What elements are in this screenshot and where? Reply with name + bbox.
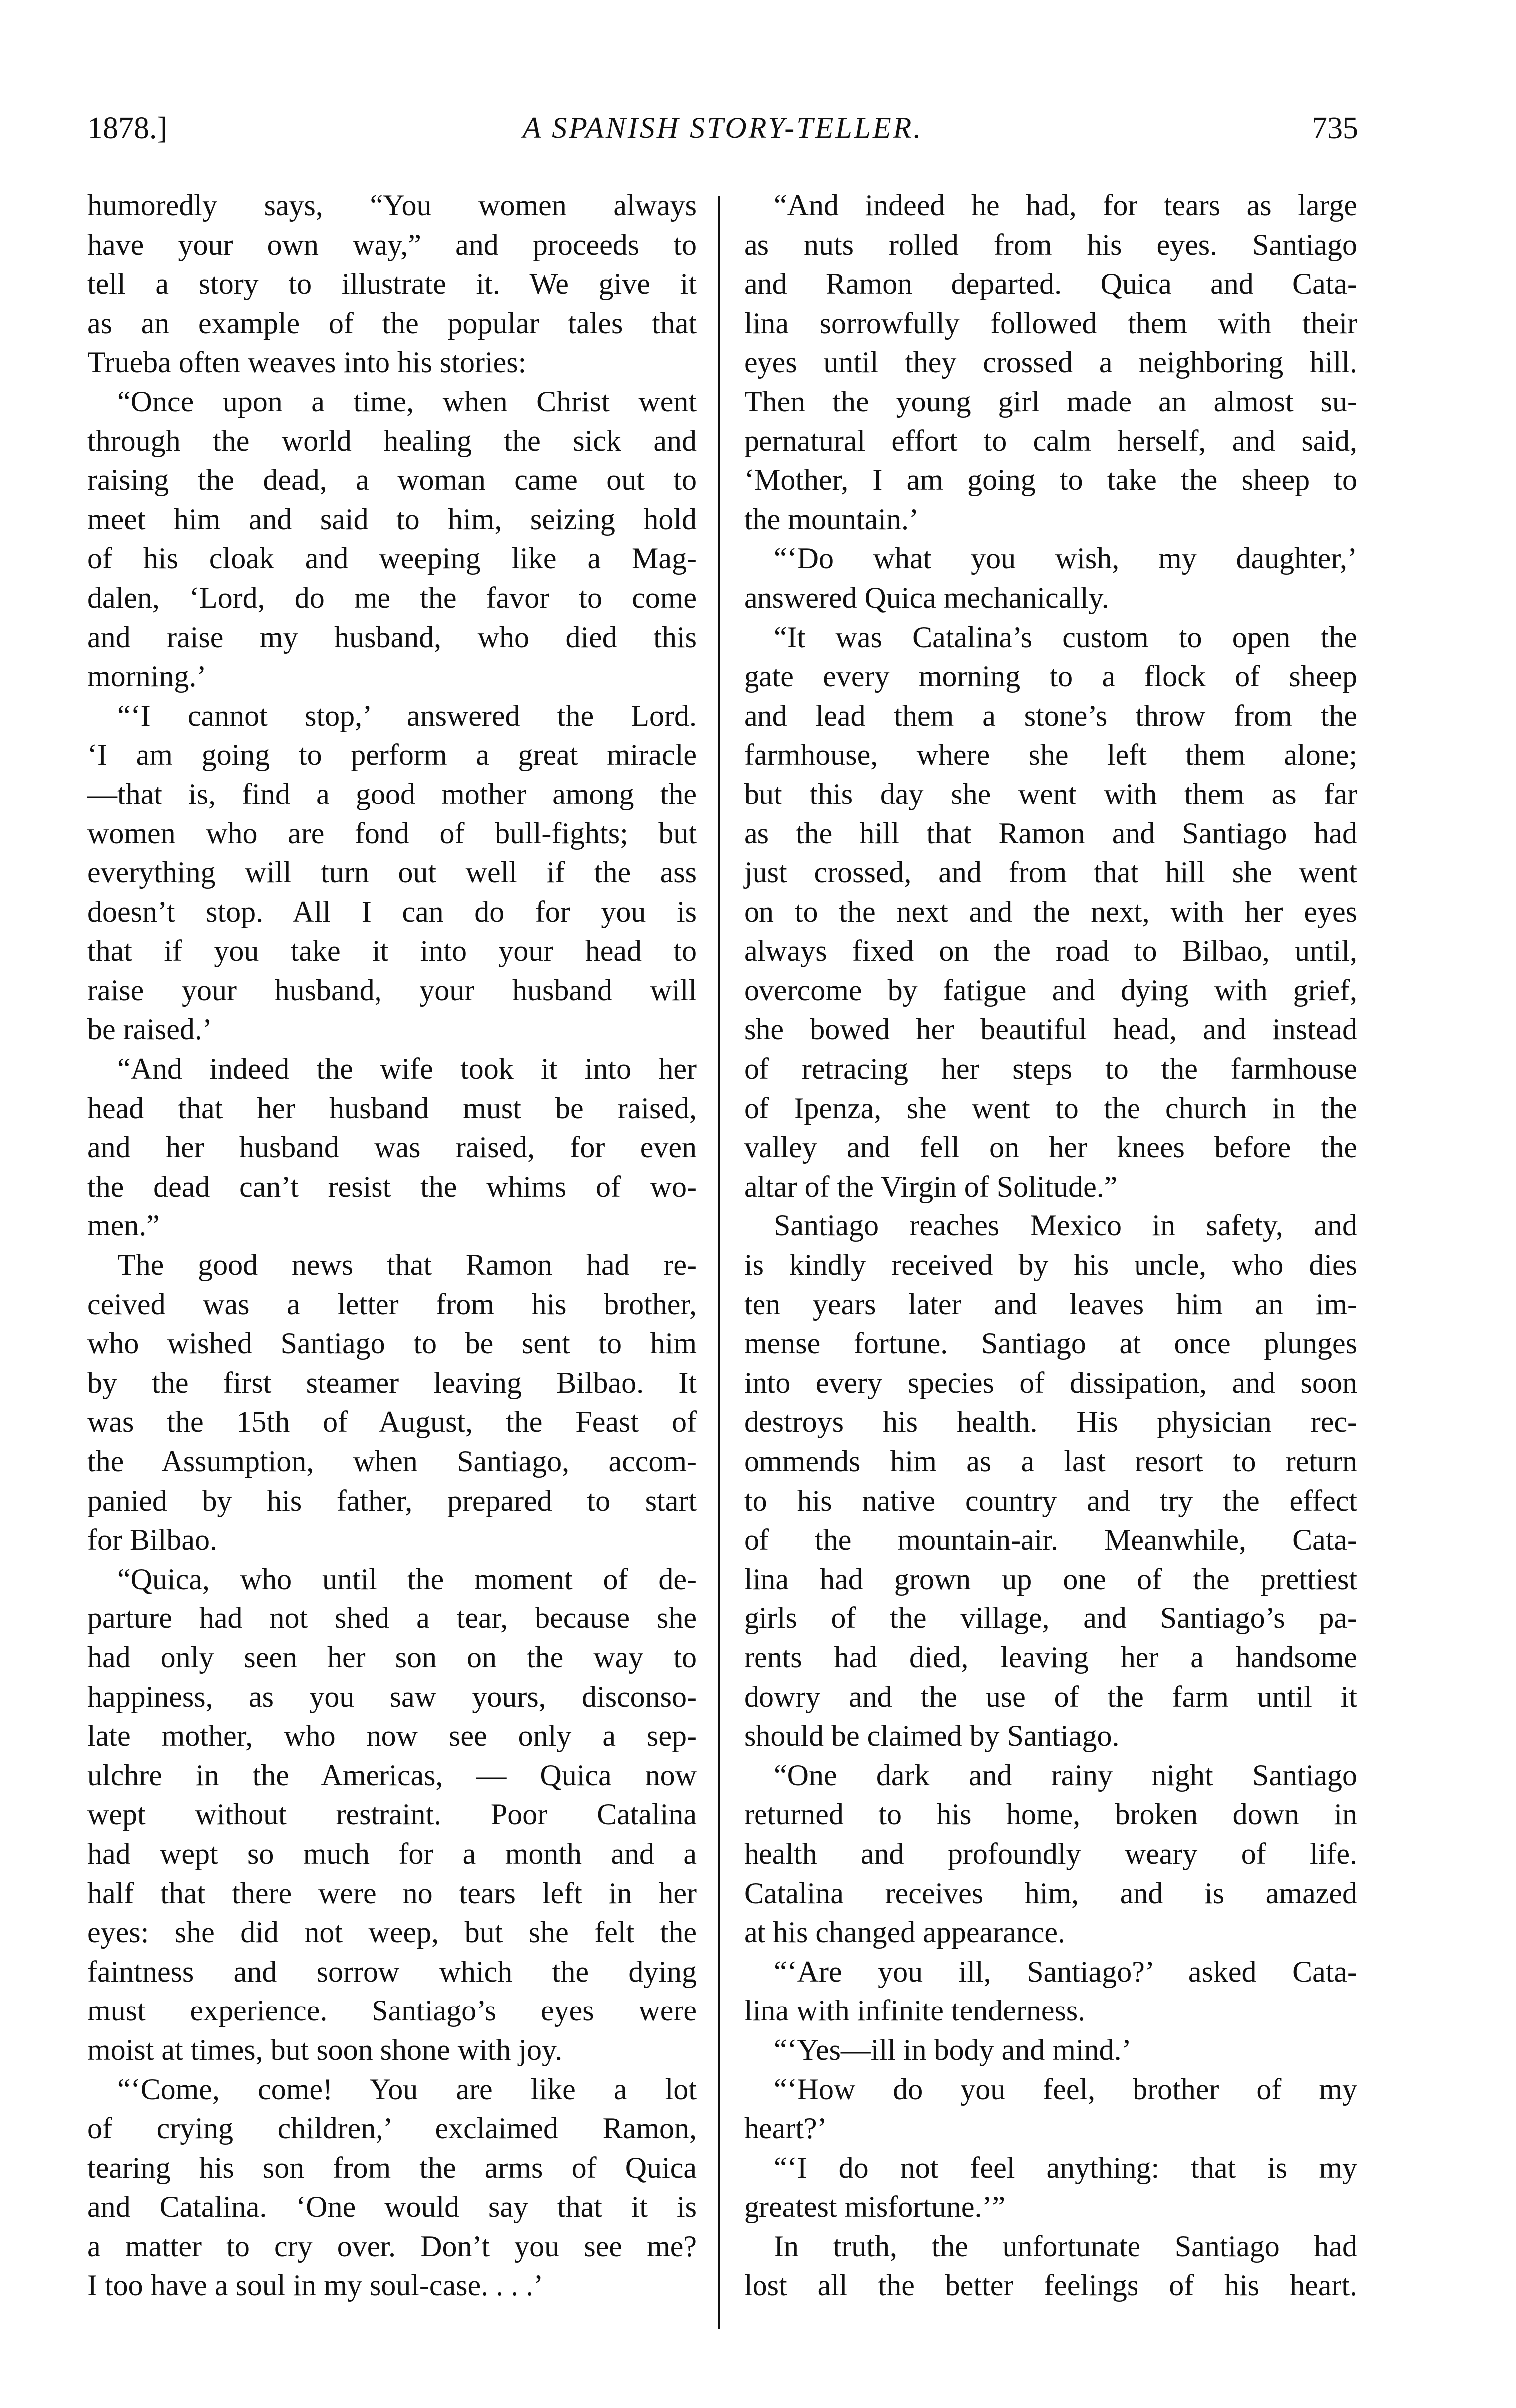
running-head-year: 1878.] — [87, 111, 168, 145]
text-line: humoredly says, “You women always — [87, 189, 697, 222]
text-line: and lead them a stone’s throw from the — [744, 699, 1357, 732]
text-line: “Once upon a time, when Christ went — [117, 385, 697, 418]
page-number: 735 — [1312, 111, 1358, 145]
text-line: at his changed appearance. — [744, 1916, 1065, 1949]
text-line: moist at times, but soon shone with joy. — [87, 2033, 563, 2066]
text-line: Catalina receives him, and is amazed — [744, 1876, 1357, 1910]
text-line: of Ipenza, she went to the church in the — [744, 1091, 1357, 1125]
text-line: and Catalina. ‘One would say that it is — [87, 2190, 697, 2224]
text-line: of his cloak and weeping like a Mag- — [87, 542, 697, 575]
text-line: a matter to cry over. Don’t you see me? — [87, 2229, 697, 2263]
text-line: dowry and the use of the farm until it — [744, 1680, 1357, 1713]
text-line: ‘Mother, I am going to take the sheep to — [744, 463, 1357, 497]
text-line: altar of the Virgin of Solitude.” — [744, 1170, 1118, 1203]
text-line: “And indeed he had, for tears as large — [774, 189, 1357, 222]
text-line: returned to his home, broken down in — [744, 1798, 1357, 1831]
text-line: through the world healing the sick and — [87, 424, 697, 457]
text-line: In truth, the unfortunate Santiago had — [774, 2229, 1357, 2263]
text-line: “Quica, who until the moment of de- — [117, 1562, 697, 1596]
text-line: Then the young girl made an almost su- — [744, 385, 1357, 418]
text-line: faintness and sorrow which the dying — [87, 1955, 697, 1988]
text-line: dalen, ‘Lord, do me the favor to come — [87, 581, 697, 614]
text-line: lina with infinite tenderness. — [744, 1994, 1086, 2027]
text-line: should be claimed by Santiago. — [744, 1719, 1120, 1753]
text-line: lost all the better feelings of his heart. — [744, 2269, 1357, 2302]
text-line: but this day she went with them as far — [744, 777, 1357, 810]
text-line: had wept so much for a month and a — [87, 1837, 697, 1870]
text-line: ommends him as a last resort to return — [744, 1445, 1357, 1478]
text-line: that if you take it into your head to — [87, 934, 697, 968]
text-line: parture had not shed a tear, because she — [87, 1602, 697, 1635]
text-line: farmhouse, where she left them alone; — [744, 738, 1357, 772]
text-line: eyes until they crossed a neighboring hill. — [744, 346, 1357, 379]
text-line: women who are fond of bull-fights; but — [87, 816, 697, 850]
text-line: Trueba often weaves into his stories: — [87, 346, 527, 379]
text-line: wept without restraint. Poor Catalina — [87, 1798, 697, 1831]
text-line: half that there were no tears left in her — [87, 1876, 697, 1910]
text-line: was the 15th of August, the Feast of — [87, 1405, 697, 1439]
text-line: the dead can’t resist the whims of wo- — [87, 1170, 697, 1203]
text-line: as nuts rolled from his eyes. Santiago — [744, 228, 1357, 261]
text-line: “‘Are you ill, Santiago?’ asked Cata- — [774, 1955, 1357, 1988]
text-line: on to the next and the next, with her eyes — [744, 895, 1357, 928]
text-line: ten years later and leaves him an im- — [744, 1287, 1357, 1321]
text-line: must experience. Santiago’s eyes were — [87, 1994, 697, 2027]
text-line: “‘Come, come! You are like a lot — [117, 2072, 697, 2106]
text-line: valley and fell on her knees before the — [744, 1131, 1357, 1164]
text-line: who wished Santiago to be sent to him — [87, 1327, 697, 1360]
text-line: raising the dead, a woman came out to — [87, 463, 697, 497]
text-line: everything will turn out well if the ass — [87, 856, 697, 889]
text-line: always fixed on the road to Bilbao, until, — [744, 934, 1357, 968]
right-column — [744, 186, 1357, 2305]
text-line: tell a story to illustrate it. We give it — [87, 267, 697, 301]
text-line: I too have a soul in my soul-case. . . .’ — [87, 2269, 544, 2302]
text-line: tearing his son from the arms of Quica — [87, 2151, 697, 2184]
text-line: “‘How do you feel, brother of my — [774, 2072, 1357, 2106]
text-line: girls of the village, and Santiago’s pa- — [744, 1602, 1357, 1635]
text-line: late mother, who now see only a sep- — [87, 1719, 697, 1753]
text-line: mense fortune. Santiago at once plunges — [744, 1327, 1357, 1360]
column-divider — [718, 196, 720, 2329]
text-line: and her husband was raised, for even — [87, 1131, 697, 1164]
text-line: had only seen her son on the way to — [87, 1640, 697, 1674]
text-line: the Assumption, when Santiago, accom- — [87, 1445, 697, 1478]
text-line: “‘Do what you wish, my daughter,’ — [774, 542, 1357, 575]
text-line: rents had died, leaving her a handsome — [744, 1640, 1357, 1674]
text-line: “‘Yes—ill in body and mind.’ — [774, 2033, 1132, 2066]
text-line: meet him and said to him, seizing hold — [87, 502, 697, 536]
text-line: health and profoundly weary of life. — [744, 1837, 1357, 1870]
text-line: The good news that Ramon had re- — [117, 1248, 697, 1282]
text-line: and Ramon departed. Quica and Cata- — [744, 267, 1357, 301]
text-line: overcome by fatigue and dying with grief, — [744, 973, 1357, 1007]
text-line: into every species of dissipation, and soon — [744, 1366, 1357, 1399]
text-line: panied by his father, prepared to start — [87, 1484, 697, 1517]
text-line: heart?’ — [744, 2112, 827, 2145]
text-line: is kindly received by his uncle, who dies — [744, 1248, 1357, 1282]
text-line: men.” — [87, 1209, 160, 1242]
text-line: have your own way,” and proceeds to — [87, 228, 697, 261]
running-head-title: A SPANISH STORY-TELLER. — [522, 111, 923, 144]
text-line: eyes: she did not weep, but she felt the — [87, 1916, 697, 1949]
text-line: —that is, find a good mother among the — [87, 777, 697, 810]
text-line: destroys his health. His physician rec- — [744, 1405, 1357, 1439]
text-line: lina had grown up one of the prettiest — [744, 1562, 1357, 1596]
text-line: answered Quica mechanically. — [744, 581, 1109, 614]
text-line: she bowed her beautiful head, and instead — [744, 1013, 1357, 1046]
text-line: raise your husband, your husband will — [87, 973, 697, 1007]
text-line: for Bilbao. — [87, 1523, 217, 1557]
text-line: happiness, as you saw yours, disconso- — [87, 1680, 697, 1713]
text-line: to his native country and try the effect — [744, 1484, 1357, 1517]
text-line: of retracing her steps to the farmhouse — [744, 1052, 1357, 1086]
text-line: of the mountain-air. Meanwhile, Cata- — [744, 1523, 1357, 1557]
text-line: “‘I do not feel anything: that is my — [774, 2151, 1357, 2184]
text-line: as an example of the popular tales that — [87, 306, 697, 340]
text-line: ulchre in the Americas, — Quica now — [87, 1758, 697, 1792]
text-line: “It was Catalina’s custom to open the — [774, 620, 1357, 654]
text-line: the mountain.’ — [744, 502, 919, 536]
text-line: ceived was a letter from his brother, — [87, 1287, 697, 1321]
text-line: morning.’ — [87, 660, 207, 693]
text-line: “‘I cannot stop,’ answered the Lord. — [117, 699, 697, 732]
text-line: gate every morning to a flock of sheep — [744, 660, 1357, 693]
text-line: “And indeed the wife took it into her — [117, 1052, 697, 1086]
text-line: ‘I am going to perform a great miracle — [87, 738, 697, 772]
text-line: greatest misfortune.’” — [744, 2190, 1006, 2224]
text-line: head that her husband must be raised, — [87, 1091, 697, 1125]
text-line: just crossed, and from that hill she went — [744, 856, 1357, 889]
text-line: “One dark and rainy night Santiago — [774, 1758, 1357, 1792]
text-line: doesn’t stop. All I can do for you is — [87, 895, 697, 928]
text-line: Santiago reaches Mexico in safety, and — [774, 1209, 1357, 1242]
text-line: pernatural effort to calm herself, and said, — [744, 424, 1357, 457]
text-line: as the hill that Ramon and Santiago had — [744, 816, 1357, 850]
running-head — [87, 111, 1358, 156]
text-line: and raise my husband, who died this — [87, 620, 697, 654]
text-line: lina sorrowfully followed them with their — [744, 306, 1357, 340]
text-line: be raised.’ — [87, 1013, 212, 1046]
left-column — [87, 186, 697, 2305]
text-line: of crying children,’ exclaimed Ramon, — [87, 2112, 697, 2145]
text-line: by the first steamer leaving Bilbao. It — [87, 1366, 697, 1399]
